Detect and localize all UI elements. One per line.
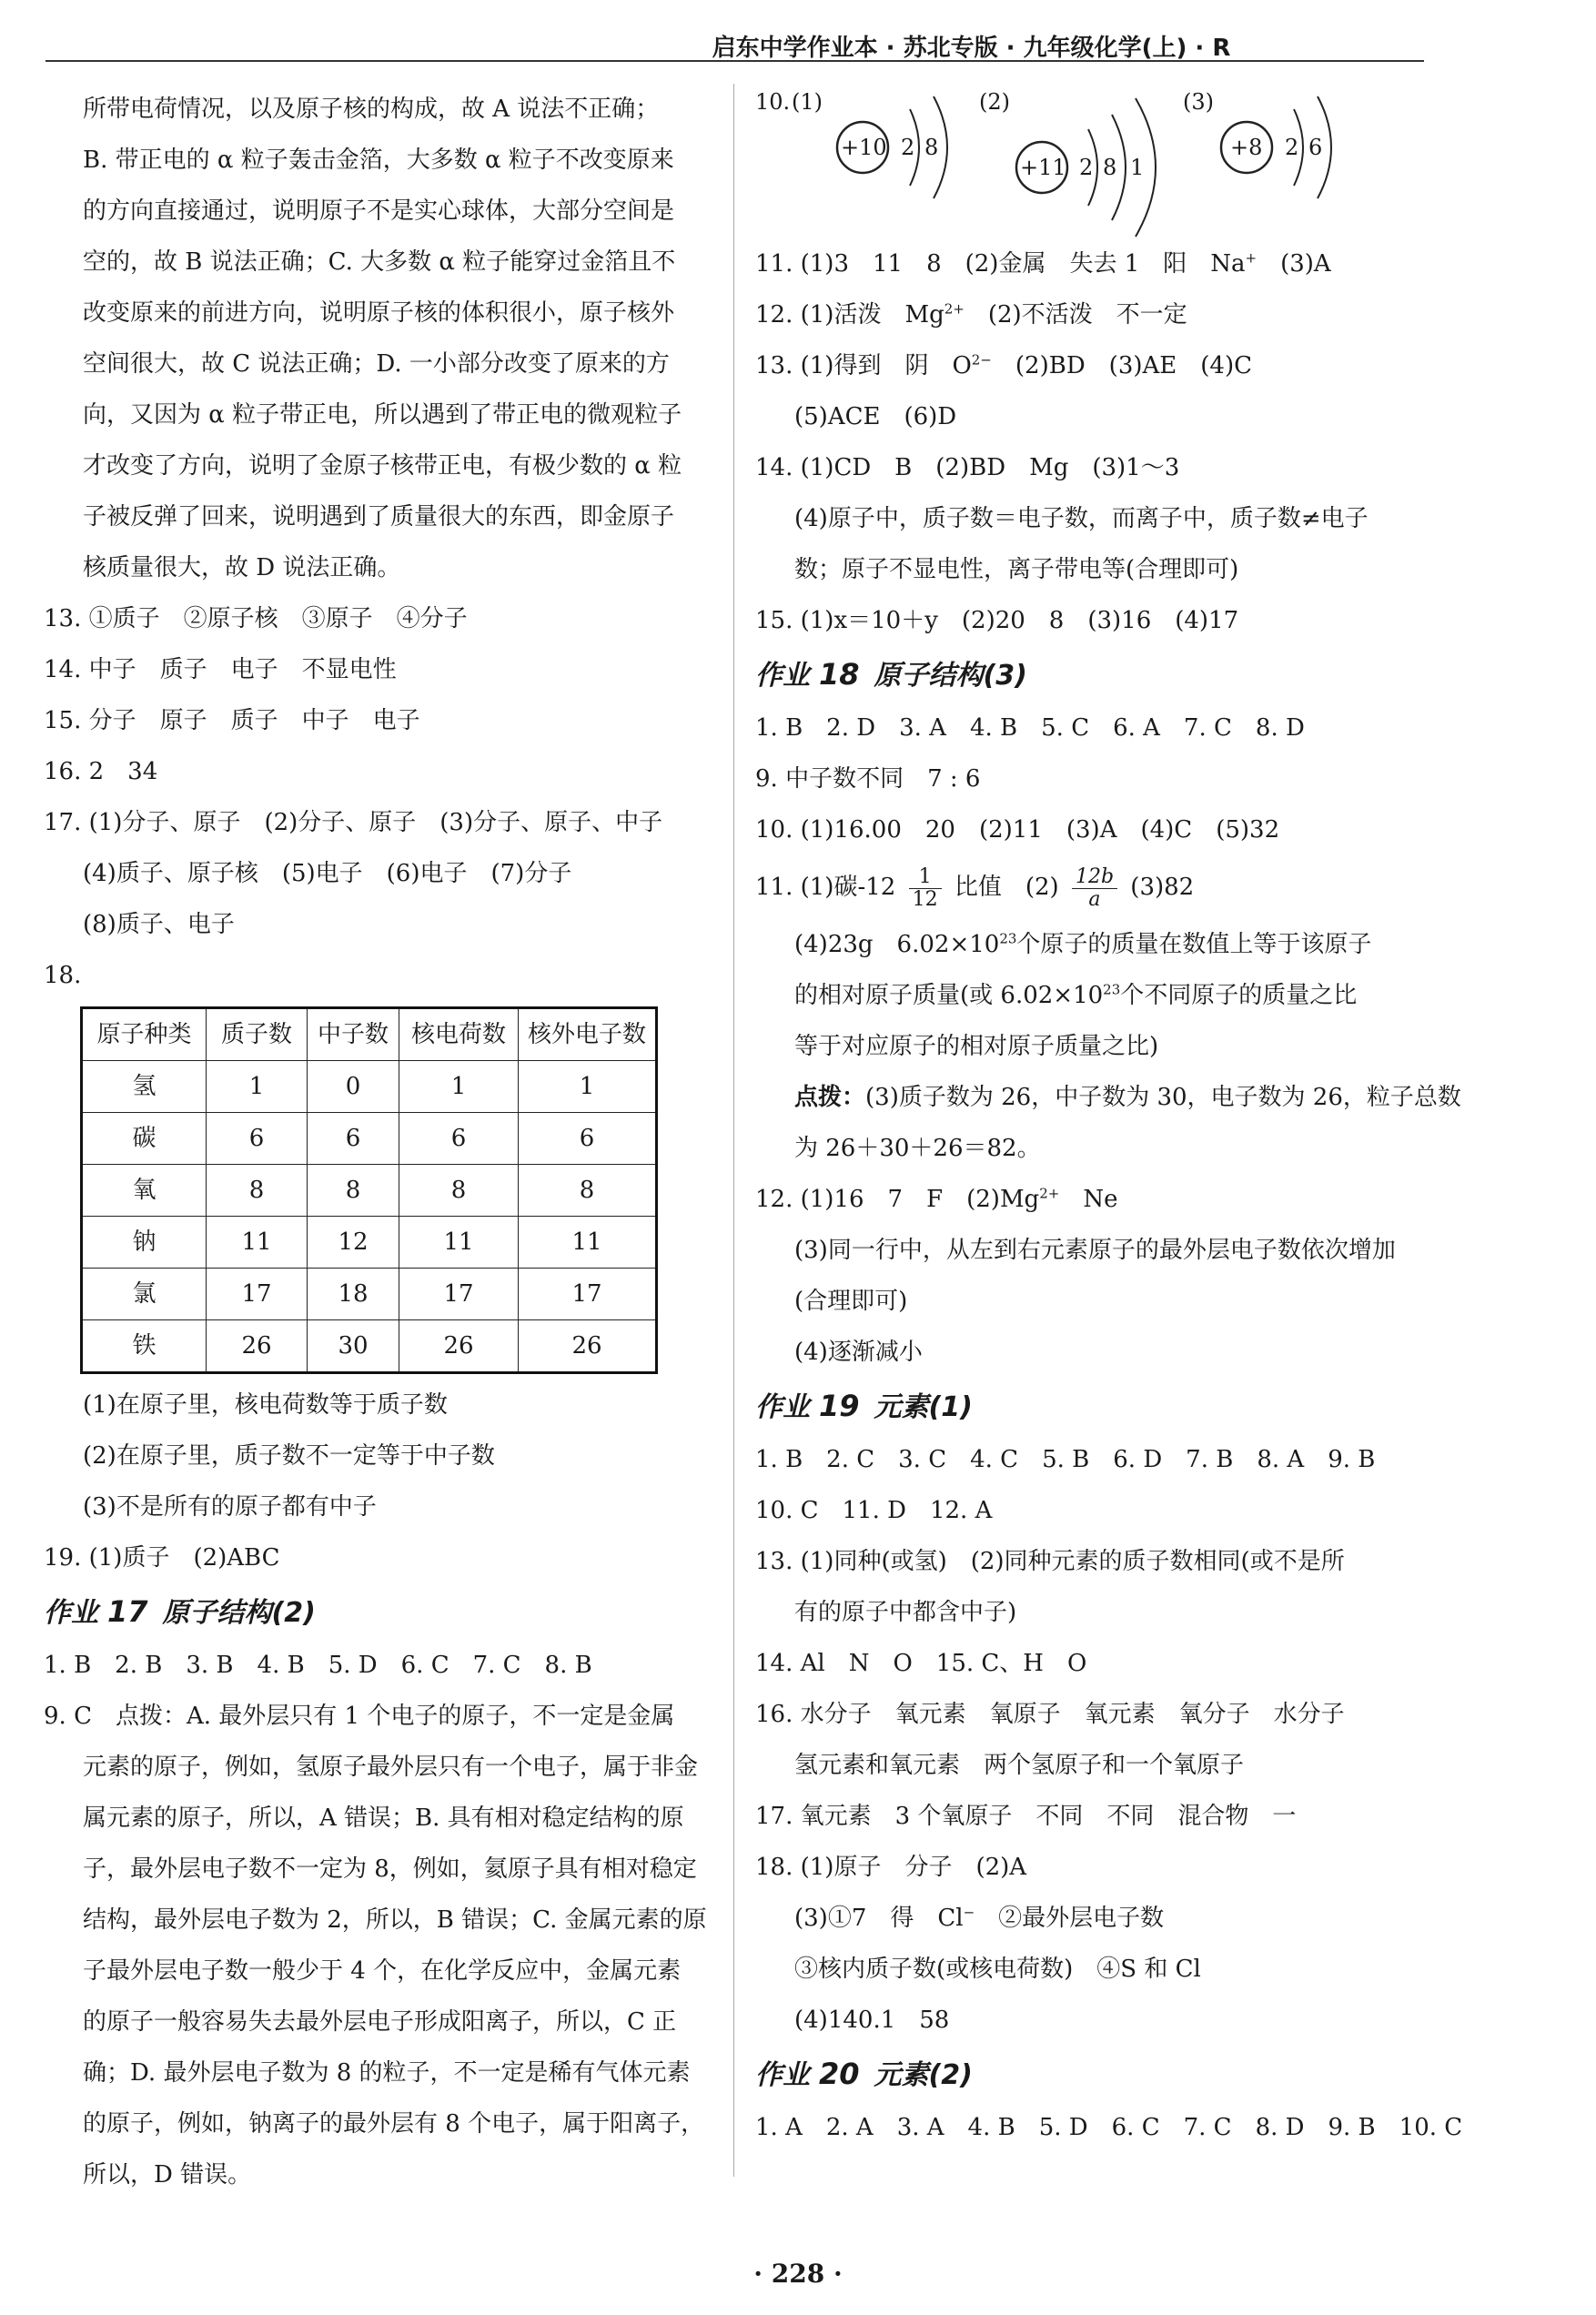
answer-line: 1. B 2. C 3. C 4. C 5. B 6. D 7. B 8. A 9. B [755, 1446, 1376, 1473]
shell-count: 2 [901, 135, 915, 160]
answer-text: 11. (1)碳-12 [755, 874, 896, 901]
shell-count: 6 [1308, 135, 1323, 160]
answer-line: (3)同一行中，从左到右元素原子的最外层电子数依次增加 [794, 1237, 1396, 1264]
table-cell: 8 [399, 1165, 519, 1217]
text-line: 的原子一般容易失去最外层电子形成阳离子，所以，C 正 [83, 2008, 677, 2036]
answer-line: 9. 中子数不同 7 : 6 [755, 765, 981, 793]
text-line: 向，又因为 α 粒子带正电，所以遇到了带正电的微观粒子 [83, 401, 682, 429]
table-cell: 钠 [82, 1217, 207, 1269]
text-line: 改变原来的前进方向，说明原子核的体积很小，原子核外 [83, 299, 675, 327]
shell-count: 2 [1285, 135, 1299, 160]
answer-line: (4)逐渐减小 [794, 1339, 923, 1366]
table-row [82, 1269, 657, 1320]
table-header-cell: 核电荷数 [399, 1008, 519, 1061]
answer-line: 13. ①质子 ②原子核 ③原子 ④分子 [44, 605, 468, 632]
column-divider [733, 84, 734, 2177]
answer-text: (2)BD (3)AE (4)C [991, 352, 1252, 379]
answer-line: (5)ACE (6)D [794, 403, 957, 430]
table-cell: 1 [399, 1061, 519, 1113]
table-cell: 26 [207, 1320, 308, 1373]
table-cell: 1 [519, 1061, 657, 1113]
answer-text: 比值 (2) [954, 874, 1059, 901]
fraction-denominator: 12 [912, 887, 938, 911]
answer-line: (3)不是所有的原子都有中子 [83, 1493, 377, 1521]
table-row [82, 1061, 657, 1113]
table-cell: 11 [207, 1217, 308, 1269]
table-cell: 碳 [82, 1113, 207, 1165]
answer-line [755, 238, 1429, 289]
text-line: 属元素的原子，所以，A 错误；B. 具有相对稳定结构的原 [83, 1804, 684, 1832]
atom-tag: (2) [979, 89, 1010, 115]
section-number: 20 [819, 2057, 860, 2091]
table-row [82, 1217, 657, 1269]
text-line: B. 带正电的 α 粒子轰击金箔，大多数 α 粒子不改变原来 [83, 147, 674, 174]
answer-line: 17. (1)分子、原子 (2)分子、原子 (3)分子、原子、中子 [44, 809, 663, 836]
fraction-numerator: 12b [1072, 866, 1117, 889]
answer-line: 10. C 11. D 12. A [755, 1497, 993, 1524]
answer-text: (4)23g 6.02×10 [794, 931, 1000, 958]
answer-line: 10. (1)16.00 20 (2)11 (3)A (4)C (5)32 [755, 816, 1280, 844]
section-prefix: 作业 [755, 2059, 810, 2091]
table-cell: 氯 [82, 1269, 207, 1320]
answer-text: (3)A [1257, 250, 1331, 278]
answer-line: ③核内质子数(或核电荷数) ④S 和 Cl [794, 1956, 1201, 1983]
section-heading-20 [755, 2046, 1429, 2102]
answer-line: (1)在原子里，核电荷数等于质子数 [83, 1391, 448, 1419]
table-header-cell: 质子数 [207, 1008, 308, 1061]
text-line: 元素的原子，例如，氢原子最外层只有一个电子，属于非金 [83, 1754, 699, 1781]
fraction [909, 866, 942, 911]
table-cell: 17 [519, 1269, 657, 1320]
answer-text: (3)82 [1130, 874, 1195, 901]
question-number: 10. [755, 89, 791, 115]
answer-line: 13. (1)同种(或氢) (2)同种元素的质子数相同(或不是所 [755, 1548, 1345, 1575]
table-row [82, 1113, 657, 1165]
answer-line: 16. 水分子 氧元素 氧原子 氧元素 氧分子 水分子 [755, 1701, 1345, 1728]
table-cell: 0 [308, 1061, 399, 1113]
answer-line: 18. [44, 962, 82, 989]
answer-line: 19. (1)质子 (2)ABC [44, 1544, 280, 1572]
text-line: 子被反弹了回来，说明遇到了质量很大的东西，即金原子 [83, 503, 675, 531]
answer-line: 14. Al N O 15. C、H O [755, 1650, 1087, 1677]
answer-line: (合理即可) [794, 1288, 908, 1315]
answer-text: Ne [1059, 1186, 1118, 1213]
answer-line: 16. 2 34 [44, 758, 158, 785]
section-prefix: 作业 [755, 660, 810, 692]
section-title: 元素(1) [874, 1391, 973, 1423]
answer-line: (2)在原子里，质子数不一定等于中子数 [83, 1442, 495, 1470]
table-cell: 18 [308, 1269, 399, 1320]
table-cell: 11 [399, 1217, 519, 1269]
answer-line [755, 855, 1429, 919]
superscript: 23 [999, 930, 1017, 947]
hint-text: (3)质子数为 26，中子数为 30，电子数为 26，粒子总数 [865, 1084, 1461, 1111]
section-title: 原子结构(2) [162, 1597, 316, 1629]
answer-line: 15. (1)x＝10＋y (2)20 8 (3)16 (4)17 [755, 607, 1239, 634]
table-cell: 6 [207, 1113, 308, 1165]
answer-text: 13. (1)得到 阴 O [755, 352, 972, 379]
answer-line: 有的原子中都含中子) [794, 1599, 1017, 1626]
atom-tag: (1) [792, 89, 823, 115]
atom-table [80, 1006, 658, 1374]
table-cell: 17 [399, 1269, 519, 1320]
fraction-denominator: a [1088, 887, 1101, 911]
answer-line [755, 1174, 1429, 1225]
text-line: 才改变了方向，说明了金原子核带正电，有极少数的 α 粒 [83, 452, 682, 480]
right-column [755, 84, 1463, 2153]
shell-count: 1 [1130, 155, 1145, 180]
section-prefix: 作业 [44, 1597, 98, 1629]
table-cell: 30 [308, 1320, 399, 1373]
table-cell: 12 [308, 1217, 399, 1269]
answer-line: (8)质子、电子 [83, 911, 235, 938]
superscript: 2+ [1039, 1185, 1060, 1202]
answer-line [755, 289, 1429, 340]
nucleus-charge: +11 [1020, 155, 1066, 180]
table-cell: 氢 [82, 1061, 207, 1113]
table-cell: 17 [207, 1269, 308, 1320]
text-line: 确；D. 最外层电子数为 8 的粒子，不一定是稀有气体元素 [83, 2059, 691, 2087]
answer-line [755, 919, 1429, 970]
section-number: 19 [819, 1389, 860, 1423]
answer-line: (4)原子中，质子数＝电子数，而离子中，质子数≠电子 [794, 505, 1369, 532]
atom-tag: (3) [1183, 89, 1214, 115]
answer-line: 9. C 点拨：A. 最外层只有 1 个电子的原子，不一定是金属 [44, 1703, 675, 1730]
superscript: + [1245, 249, 1258, 267]
table-row [82, 1165, 657, 1217]
table-header-cell: 原子种类 [82, 1008, 207, 1061]
table-cell: 6 [308, 1113, 399, 1165]
superscript: 2+ [944, 300, 965, 318]
text-line: 的原子，例如，钠离子的最外层有 8 个电子，属于阳离子， [83, 2110, 705, 2138]
answer-text: 个不同原子的质量之比 [1120, 982, 1358, 1009]
shell-count: 8 [1103, 155, 1117, 180]
superscript: 23 [1103, 981, 1121, 998]
shell-count: 8 [924, 135, 939, 160]
answer-line: 1. A 2. A 3. A 4. B 5. D 6. C 7. C 8. D 9. B 10. C [755, 2114, 1463, 2141]
table-cell: 6 [399, 1113, 519, 1165]
answer-line: 数；原子不显电性，离子带电等(合理即可) [794, 556, 1239, 583]
shell-count: 2 [1079, 155, 1094, 180]
section-heading-19 [755, 1378, 1429, 1434]
text-line: 结构，最外层电子数为 2，所以，B 错误；C. 金属元素的原 [83, 1906, 707, 1934]
section-heading-18 [755, 646, 1429, 703]
answer-text: 的相对原子质量(或 6.02×10 [794, 982, 1104, 1009]
table-cell: 铁 [82, 1320, 207, 1373]
nucleus-charge: +10 [841, 135, 887, 160]
section-number: 17 [107, 1594, 148, 1629]
table-cell: 氧 [82, 1165, 207, 1217]
section-heading-17 [44, 1583, 715, 1640]
fraction-numerator: 1 [909, 866, 942, 889]
left-column [44, 84, 715, 2200]
text-line: 所以，D 错误。 [83, 2161, 252, 2189]
table-header-cell: 核外电子数 [519, 1008, 657, 1061]
table-cell: 1 [207, 1061, 308, 1113]
answer-text: 个原子的质量在数值上等于该原子 [1016, 931, 1372, 958]
answer-line [755, 1893, 1429, 1944]
answer-line: 14. 中子 质子 电子 不显电性 [44, 656, 397, 683]
text-line: 子，最外层电子数不一定为 8，例如，氦原子具有相对稳定 [83, 1855, 697, 1883]
superscript: − [963, 1904, 975, 1921]
text-line: 核质量很大，故 D 说法正确。 [83, 554, 401, 581]
table-header-row [82, 1008, 657, 1061]
page-header [45, 27, 1424, 62]
section-number: 18 [819, 657, 860, 692]
fraction [1072, 866, 1117, 911]
answer-line: (4)质子、原子核 (5)电子 (6)电子 (7)分子 [83, 860, 572, 887]
header-title: 启东中学作业本 · 苏北专版 · 九年级化学(上) · R [712, 35, 1231, 62]
answer-text: 11. (1)3 11 8 (2)金属 失去 1 阳 Na [755, 250, 1246, 278]
atom-diagrams [755, 84, 1429, 238]
table-row [82, 1320, 657, 1373]
table-cell: 11 [519, 1217, 657, 1269]
table-cell: 8 [207, 1165, 308, 1217]
page-number: · 228 · [753, 2259, 843, 2289]
answer-line: 14. (1)CD B (2)BD Mg (3)1～3 [755, 454, 1180, 481]
section-prefix: 作业 [755, 1391, 810, 1423]
section-title: 原子结构(3) [874, 660, 1027, 692]
superscript: 2− [971, 351, 992, 369]
answer-line: 15. 分子 原子 质子 中子 电子 [44, 707, 420, 734]
text-line: 所带电荷情况，以及原子核的构成，故 A 说法不正确； [83, 96, 660, 123]
text-line: 子最外层电子数一般少于 4 个，在化学反应中，金属元素 [83, 1957, 682, 1985]
answer-line: 氢元素和氧元素 两个氢原子和一个氧原子 [794, 1752, 1245, 1779]
answer-line [755, 970, 1429, 1021]
nucleus-charge: +8 [1230, 135, 1263, 160]
answer-line: 等于对应原子的相对原子质量之比) [794, 1033, 1159, 1060]
table-cell: 8 [308, 1165, 399, 1217]
answer-text: (3)①7 得 Cl [794, 1905, 964, 1932]
answer-line: 17. 氧元素 3 个氧原子 不同 不同 混合物 一 [755, 1803, 1297, 1830]
table-cell: 26 [399, 1320, 519, 1373]
hint-line [755, 1072, 1461, 1123]
answer-line: 1. B 2. D 3. A 4. B 5. C 6. A 7. C 8. D [755, 714, 1305, 742]
table-header-cell: 中子数 [308, 1008, 399, 1061]
hint-line: 为 26＋30＋26＝82。 [794, 1135, 1041, 1162]
text-line: 空间很大，故 C 说法正确；D. 一小部分改变了原来的方 [83, 350, 670, 378]
answer-line: 18. (1)原子 分子 (2)A [755, 1854, 1027, 1881]
answer-text: 12. (1)活泼 Mg [755, 301, 944, 329]
answer-line [755, 340, 1429, 391]
answer-text: ②最外层电子数 [975, 1905, 1165, 1932]
table-cell: 26 [519, 1320, 657, 1373]
answer-text: (2)不活泼 不一定 [964, 301, 1187, 329]
section-title: 元素(2) [874, 2059, 973, 2091]
text-line: 的方向直接通过，说明原子不是实心球体，大部分空间是 [83, 197, 675, 225]
table-cell: 6 [519, 1113, 657, 1165]
answer-text: 12. (1)16 7 F (2)Mg [755, 1186, 1040, 1213]
answer-line: 1. B 2. B 3. B 4. B 5. D 6. C 7. C 8. B [44, 1652, 592, 1679]
text-line: 空的，故 B 说法正确；C. 大多数 α 粒子能穿过金箔且不 [83, 248, 676, 276]
table-cell: 8 [519, 1165, 657, 1217]
answer-line: (4)140.1 58 [794, 2007, 950, 2034]
hint-label: 点拨： [794, 1084, 866, 1111]
